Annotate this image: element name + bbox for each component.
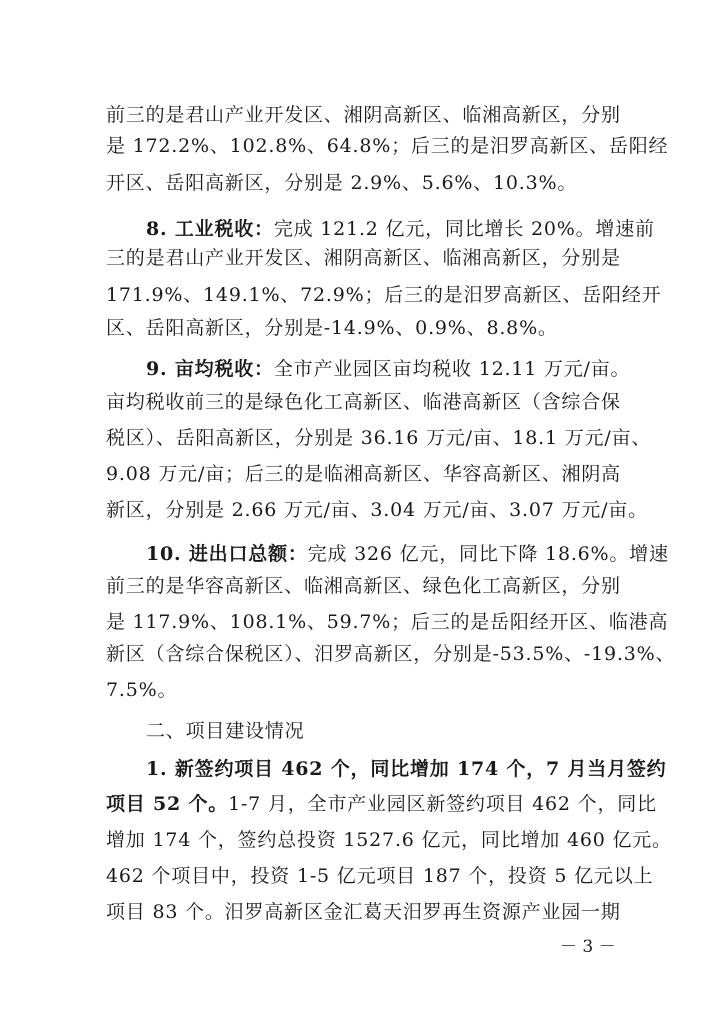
text-line <box>106 791 657 817</box>
bold-lead: 1. 新签约项目 462 个，同比增加 174 个，7 月当月签约 <box>146 758 667 780</box>
line-text: 开区、岳阳高新区，分别是 2.9%、5.6%、10.3%。 <box>106 172 578 194</box>
text-line <box>106 641 676 667</box>
line-text: 全市产业园区亩均税收 12.11 万元/亩。 <box>273 358 631 380</box>
text-line <box>106 609 669 635</box>
line-text: 税区）、岳阳高新区，分别是 36.16 万元/亩、18.1 万元/亩、 <box>106 427 652 449</box>
text-line <box>146 756 667 782</box>
text-line <box>106 497 648 523</box>
text-line <box>106 863 654 889</box>
text-line <box>106 315 616 341</box>
page-number: － 3 － <box>560 937 616 957</box>
text-line <box>106 245 621 271</box>
text-line <box>146 356 631 382</box>
text-line <box>106 282 662 308</box>
line-text: 亩均税收前三的是绿色化工高新区、临港高新区（含综合保 <box>106 391 621 413</box>
text-line <box>106 677 616 703</box>
line-text: 462 个项目中，投资 1-5 亿元项目 187 个，投资 5 亿元以上 <box>106 865 654 887</box>
line-text: 区、岳阳高新区，分别是-14.9%、0.9%、8.8%。 <box>106 317 558 339</box>
line-text: 新区（含综合保税区）、汨罗高新区，分别是-53.5%、-19.3%、 <box>106 643 676 665</box>
text-line <box>146 216 655 242</box>
line-text: 是 117.9%、108.1%、59.7%；后三的是岳阳经开区、临港高 <box>106 611 669 633</box>
line-text: 9.08 万元/亩；后三的是临湘高新区、华容高新区、湘阴高 <box>106 463 621 485</box>
bold-lead: 项目 52 个。 <box>106 793 229 815</box>
line-text: 是 172.2%、102.8%、64.8%；后三的是汨罗高新区、岳阳经 <box>106 135 669 157</box>
text-line <box>106 170 616 196</box>
line-text: 增加 174 个，签约总投资 1527.6 亿元，同比增加 460 亿元。 <box>106 829 672 851</box>
text-line <box>106 461 621 487</box>
line-text: 新区，分别是 2.66 万元/亩、3.04 万元/亩、3.07 万元/亩。 <box>106 499 648 521</box>
heading-text: 二、项目建设情况 <box>146 720 305 742</box>
line-text: 前三的是华容高新区、临湘高新区、绿色化工高新区，分别 <box>106 575 621 597</box>
text-line <box>106 899 621 925</box>
line-text: 完成 121.2 亿元，同比增长 20%。增速前 <box>273 218 655 240</box>
line-text: 项目 83 个。汨罗高新区金汇葛天汨罗再生资源产业园一期 <box>106 901 621 923</box>
text-line <box>106 389 621 415</box>
text-line <box>106 573 621 599</box>
bold-lead: 10. 进出口总额： <box>146 543 308 565</box>
line-text: 前三的是君山产业开发区、湘阴高新区、临湘高新区，分别 <box>106 104 621 126</box>
bold-lead: 9. 亩均税收： <box>146 358 274 380</box>
text-line <box>106 102 621 128</box>
text-line <box>146 541 669 567</box>
line-text: 7.5%。 <box>106 679 178 701</box>
bold-lead: 8. 工业税收： <box>146 218 274 240</box>
line-text: 1-7 月，全市产业园区新签约项目 462 个，同比 <box>228 793 657 815</box>
text-line <box>106 827 672 853</box>
section-heading <box>146 718 616 744</box>
text-line <box>106 425 652 451</box>
line-text: 三的是君山产业开发区、湘阴高新区、临湘高新区，分别是 <box>106 247 621 269</box>
line-text: 171.9%、149.1%、72.9%；后三的是汨罗高新区、岳阳经开 <box>106 284 662 306</box>
text-line <box>106 133 669 159</box>
line-text: 完成 326 亿元，同比下降 18.6%。增速 <box>307 543 669 565</box>
